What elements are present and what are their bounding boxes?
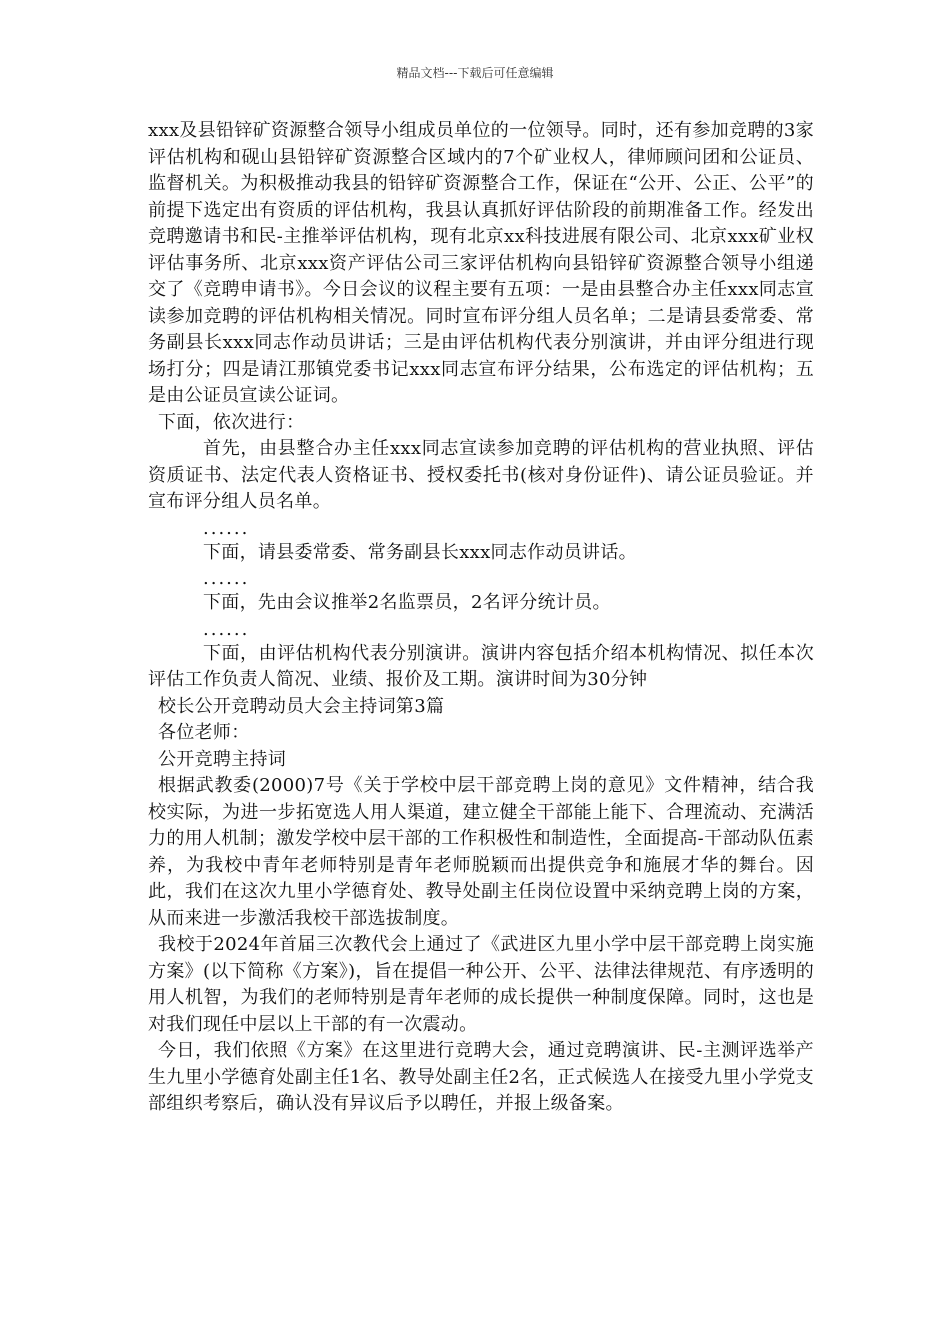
ellipsis: ...... [203, 517, 250, 539]
greeting: 各位老师： [158, 722, 250, 743]
paragraph-first: 首先，由县整合办主任xxx同志宣读参加竞聘的评估机构的营业执照、评估资质证书、法定代表人资格证书、授权委托书(核对身份证件)、请公证员验证。并宣布评分组人员名单。 [148, 438, 814, 512]
paragraph-presentations: 下面，由评估机构代表分别演讲。演讲内容包括介绍本机构情况、拟任本次评估工作负责人简况、业绩、报价及工期。演讲时间为30分钟 [148, 642, 814, 690]
section-title: 校长公开竞聘动员大会主持词第3篇 [158, 695, 445, 717]
paragraph-today: 今日，我们依照《方案》在这里进行竞聘大会，通过竞聘演讲、民-主测评选举产生九里小学德育处副主任1名、教导处副主任2名，正式候选人在接受九里小学党支部组织考察后，确认没有异议后予以聘任，并报上级备案。 [148, 1040, 814, 1114]
subtitle: 公开竞聘主持词 [158, 748, 287, 770]
ellipsis: ...... [203, 568, 250, 589]
document-body [148, 118, 814, 1118]
ellipsis: ...... [203, 618, 250, 640]
paragraph-speech: 下面，请县委常委、常务副县长xxx同志作动员讲话。 [203, 541, 637, 563]
paragraph-agenda: xxx及县铅锌矿资源整合领导小组成员单位的一位领导。同时，还有参加竞聘的3家评估机构和砚山县铅锌矿资源整合区域内的7个矿业权人，律师顾问团和公证员、监督机关。为积极推动我县的铅锌矿资源整合工作，保证在“公开、公正、公平”的前提下选定出有资质的评估机构，我县认真抓好评估阶段的前期准备工作。经发出竞聘邀请书和民-主推举评估机构，现有北京xx科技进展有限公司、北京xxx矿业权评估事务所、北京xxx资产评估公司三家评估机构向县铅锌矿资源整合领导小组递交了《竞聘申请书》。今日会议的议程主要有五项：一是由县整合办主任xxx同志宣读参加竞聘的评估机构相关情况。同时宣布评分组人员名单；二是请县委常委、常务副县长xxx同志作动员讲话；三是由评估机构代表分别演讲，并由评分组进行现场打分；四是请江那镇党委书记xxx同志宣布评分结果，公布选定的评估机构；五是由公证员宣读公证词。 [148, 120, 814, 406]
paragraph-supervisors: 下面，先由会议推举2名监票员，2名评分统计员。 [203, 592, 611, 613]
page-header: 精品文档---下载后可任意编辑 [396, 66, 554, 80]
paragraph-proceed: 下面，依次进行： [158, 411, 305, 433]
paragraph-basis: 根据武教委(2000)7号《关于学校中层干部竞聘上岗的意见》文件精神，结合我校实际，为进一步拓宽选人用人渠道，建立健全干部能上能下、合理流动、充满活力的用人机制；激发学校中层干部的工作积极性和制造性，全面提高-干部动队伍素养，为我校中青年老师特别是青年老师脱颖而出提供竞争和施展才华的舞台。因此，我们在这次九里小学德育处、教导处副主任岗位设置中采纳竞聘上岗的方案，从而来进一步激活我校干部选拔制度。 [148, 775, 814, 929]
paragraph-plan: 我校于2024年首届三次教代会上通过了《武进区九里小学中层干部竞聘上岗实施方案》(以下简称《方案》)，旨在提倡一种公开、公平、法律法律规范、有序透明的用人机智，为我们的老师特别是青年老师的成长提供一种制度保障。同时，这也是对我们现任中层以上干部的有一次震动。 [148, 934, 814, 1035]
